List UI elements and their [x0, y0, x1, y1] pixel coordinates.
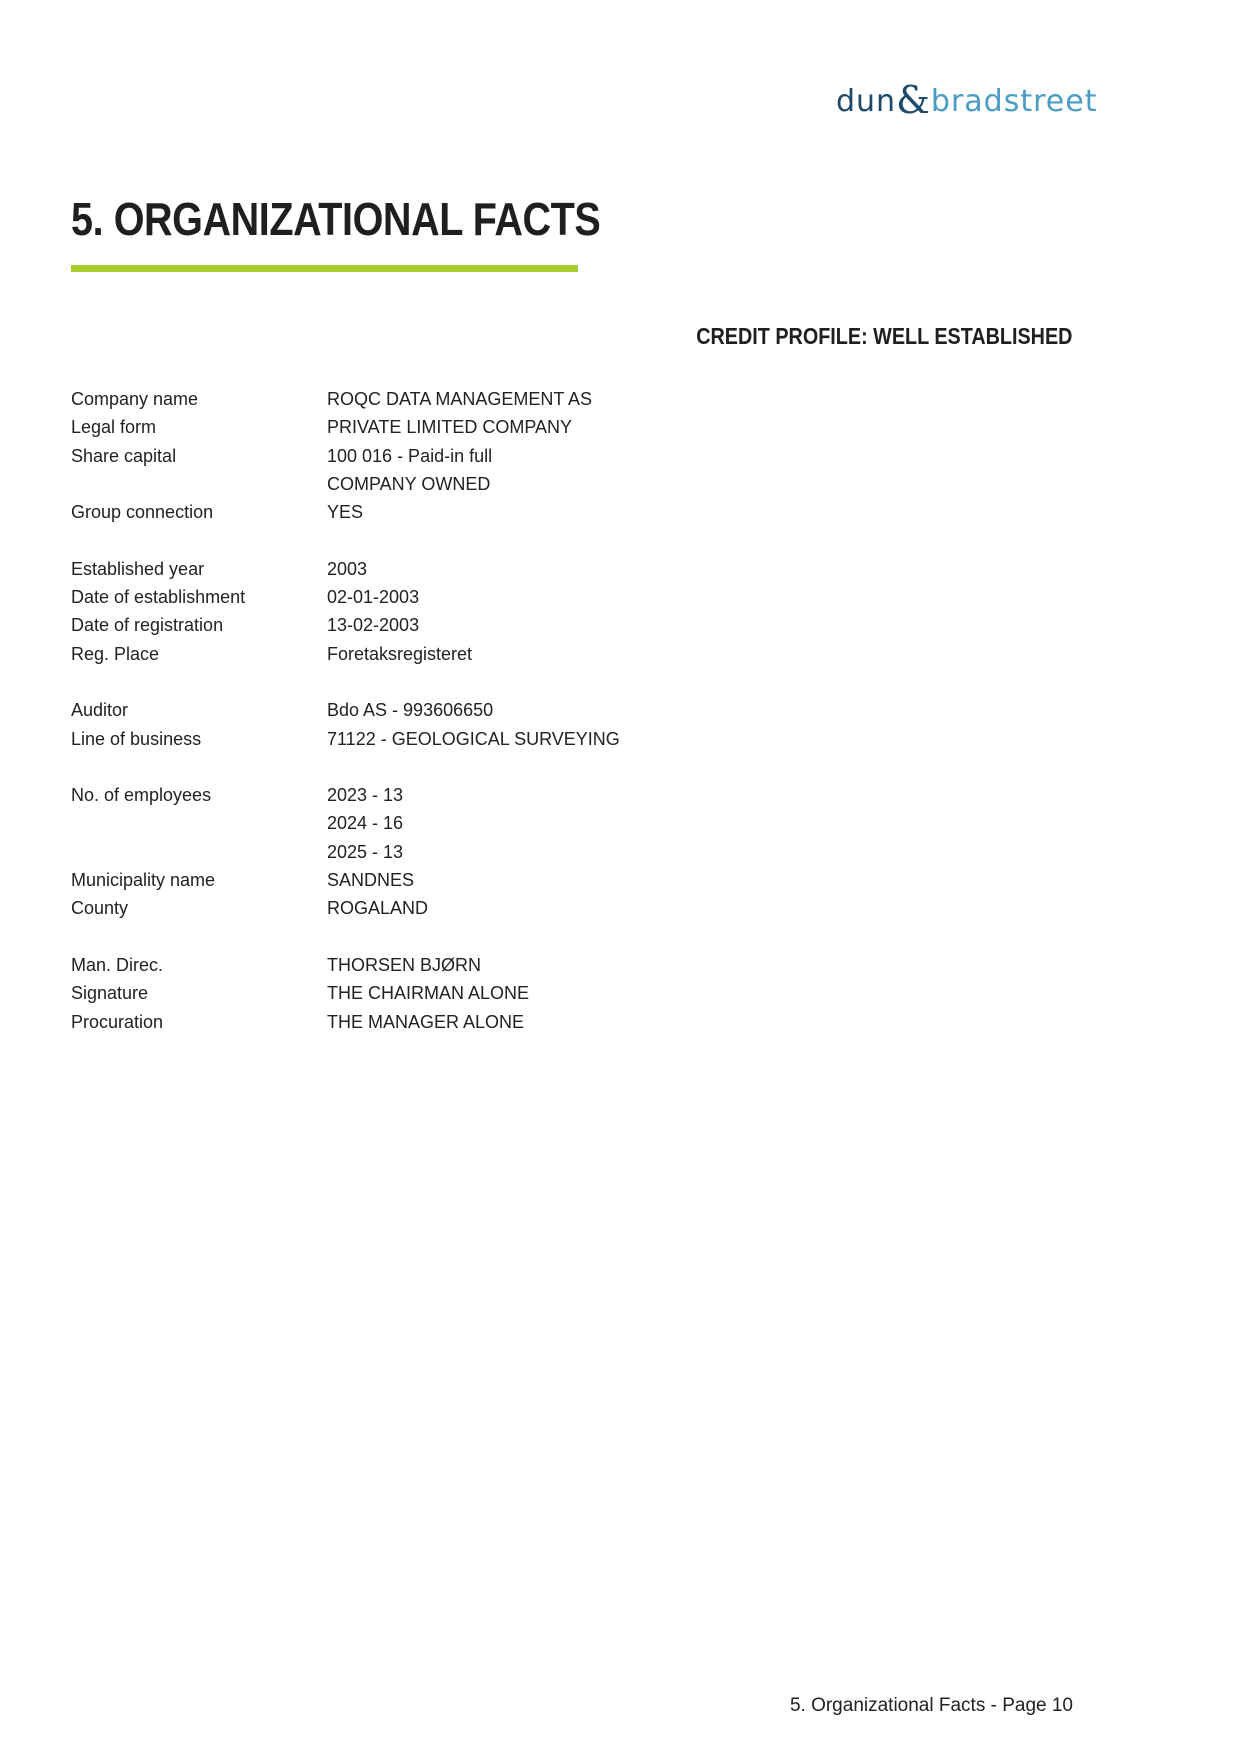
fact-value: PRIVATE LIMITED COMPANY [327, 417, 573, 438]
fact-value: SANDNES [327, 870, 415, 891]
fact-value: 100 016 - Paid-in full [327, 445, 493, 466]
fact-row-established-year [71, 555, 771, 583]
fact-value: Bdo AS - 993606650 [327, 700, 494, 721]
fact-row-man-direc [71, 951, 771, 979]
fact-row-procuration [71, 1008, 771, 1036]
fact-label: Line of business [71, 728, 202, 749]
fact-label-empty [71, 470, 327, 498]
fact-value: Foretaksregisteret [327, 643, 473, 664]
fact-label-empty [71, 838, 327, 866]
fact-row-date-of-registration [71, 611, 771, 639]
fact-value: 71122 - GEOLOGICAL SURVEYING [327, 728, 620, 749]
fact-row-date-of-establishment [71, 583, 771, 611]
organizational-facts-table [71, 385, 771, 1036]
page-footer: 5. Organizational Facts - Page 10 [789, 1695, 1073, 1716]
fact-label: Auditor [71, 700, 129, 721]
title-underline [71, 265, 578, 272]
fact-row-legal-form [71, 413, 771, 441]
fact-row-auditor [71, 696, 771, 724]
fact-value: COMPANY OWNED [327, 473, 491, 494]
fact-value: 2025 - 13 [327, 841, 404, 862]
section-spacer [71, 668, 771, 696]
fact-label: Procuration [71, 1011, 164, 1032]
fact-row-group-connection [71, 498, 771, 526]
fact-value: ROQC DATA MANAGEMENT AS [327, 389, 593, 409]
fact-row-county [71, 894, 771, 922]
fact-value: 13-02-2003 [327, 615, 420, 636]
fact-value: YES [327, 502, 364, 523]
logo-text-dun: dun [836, 84, 897, 119]
fact-row-line-of-business [71, 725, 771, 753]
fact-value: 2023 - 13 [327, 785, 404, 806]
fact-row-share-capital [71, 442, 771, 470]
section-spacer [71, 923, 771, 951]
fact-label: Share capital [71, 445, 177, 466]
fact-value: 2003 [327, 558, 368, 579]
fact-label: Established year [71, 558, 205, 579]
fact-row-company-name [71, 385, 771, 413]
fact-row-ownership [71, 470, 771, 498]
section-spacer [71, 753, 771, 781]
fact-label: Legal form [71, 417, 157, 438]
fact-label: Group connection [71, 502, 214, 523]
dun-bradstreet-logo [836, 78, 1097, 122]
fact-value: ROGALAND [327, 898, 429, 919]
fact-label: County [71, 898, 129, 919]
fact-label: Date of registration [71, 615, 224, 636]
fact-label: Reg. Place [71, 643, 160, 664]
fact-row-reg-place [71, 640, 771, 668]
fact-value: THE CHAIRMAN ALONE [327, 983, 530, 1004]
fact-row-employees-2023 [71, 781, 771, 809]
fact-label: Date of establishment [71, 587, 246, 608]
fact-value: 2024 - 16 [327, 813, 404, 834]
fact-label: No. of employees [71, 785, 212, 806]
fact-row-employees-2025 [71, 838, 771, 866]
logo-text-bradstreet: bradstreet [930, 84, 1098, 119]
fact-value: 02-01-2003 [327, 587, 420, 608]
fact-label: Municipality name [71, 870, 216, 891]
fact-row-employees-2024 [71, 809, 771, 837]
fact-label-empty [71, 809, 327, 837]
section-spacer [71, 526, 771, 554]
fact-label: Man. Direc. [71, 954, 164, 975]
fact-value: THORSEN BJØRN [327, 954, 482, 975]
fact-label: Signature [71, 983, 149, 1004]
fact-value: THE MANAGER ALONE [327, 1011, 525, 1032]
logo-ampersand: & [896, 78, 931, 122]
page-title: 5. ORGANIZATIONAL FACTS [71, 193, 601, 245]
credit-profile-heading: CREDIT PROFILE: WELL ESTABLISHED [695, 323, 1072, 349]
fact-row-signature [71, 979, 771, 1007]
fact-label: Company name [71, 389, 199, 409]
fact-row-municipality [71, 866, 771, 894]
